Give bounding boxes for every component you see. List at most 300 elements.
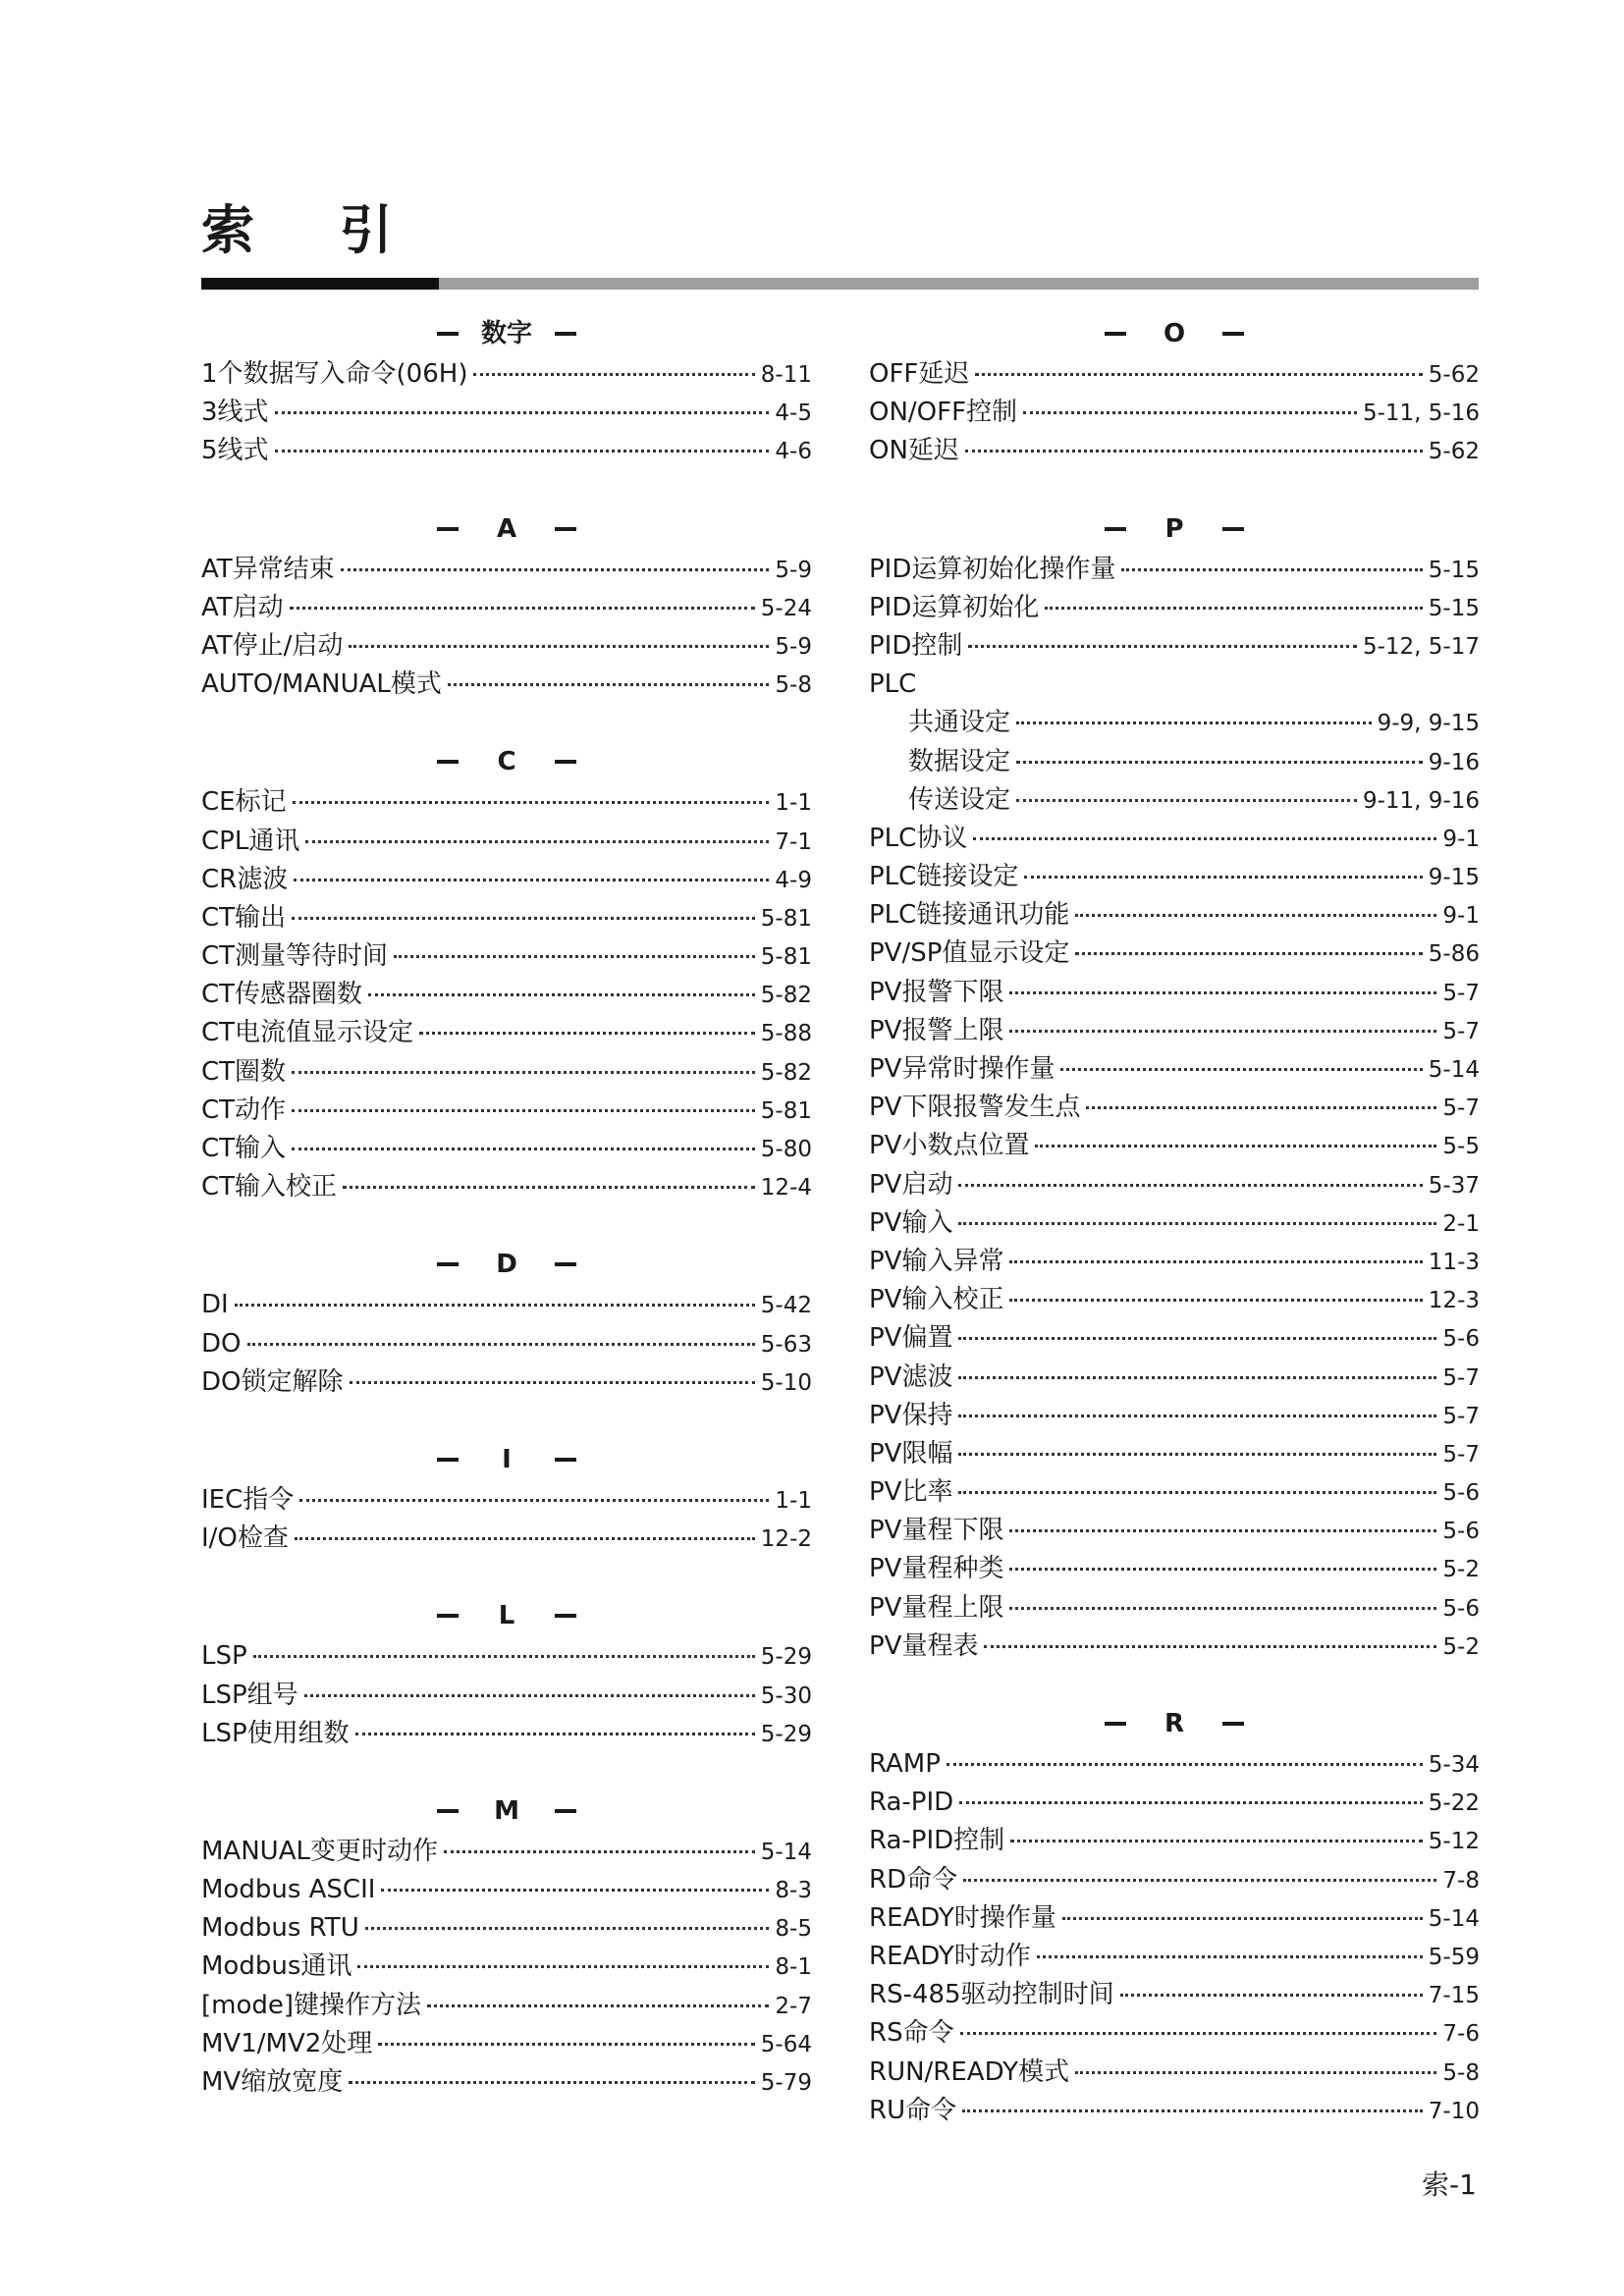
- index-entry: [869, 551, 1480, 589]
- dot-leader: [1024, 876, 1422, 879]
- index-entry: [201, 1481, 812, 1520]
- dot-leader: [253, 1655, 755, 1658]
- dot-leader: [958, 1415, 1436, 1417]
- entry-page-ref: 5-9: [775, 557, 812, 583]
- entry-page-ref: 5-7: [1442, 1441, 1480, 1468]
- entry-term: CE标记: [201, 787, 287, 818]
- index-entry: [201, 783, 812, 822]
- entry-term: CT输入校正: [201, 1172, 338, 1202]
- index-entry: [869, 666, 1480, 704]
- index-entry: [201, 937, 812, 976]
- entry-page-ref: 5-6: [1442, 1595, 1480, 1622]
- entry-page-ref: 5-15: [1428, 595, 1480, 621]
- dot-leader: [292, 1148, 755, 1150]
- entry-page-ref: 5-2: [1442, 1557, 1480, 1583]
- dot-leader: [394, 955, 755, 958]
- dot-leader: [355, 1733, 755, 1735]
- entry-term: PID控制: [869, 630, 963, 661]
- entry-term: [mode]键操作方法: [201, 1990, 422, 2020]
- index-entry: [869, 743, 1480, 781]
- index-entry: [869, 704, 1480, 742]
- entry-page-ref: 5-7: [1442, 1364, 1480, 1391]
- dot-leader: [1009, 1030, 1436, 1033]
- index-entry: [869, 934, 1480, 973]
- section-header: [201, 1789, 812, 1833]
- entry-term: CR滤波: [201, 864, 289, 894]
- entry-term: Ra-PID控制: [869, 1826, 1005, 1856]
- title-rule-light-segment: [439, 278, 1479, 290]
- entry-term: RU命令: [869, 2095, 957, 2125]
- index-entry: [869, 1204, 1480, 1243]
- entry-term: ON延迟: [869, 436, 959, 466]
- entry-term: PLC协议: [869, 823, 968, 853]
- dot-leader: [984, 1645, 1436, 1648]
- index-entry: [869, 1589, 1480, 1628]
- dot-leader: [427, 2004, 769, 2007]
- dot-leader: [958, 1376, 1436, 1379]
- entry-term: PV量程种类: [869, 1554, 1004, 1584]
- entry-page-ref: 5-88: [760, 1021, 812, 1047]
- entry-term: PLC链接设定: [869, 862, 1019, 892]
- header-dash-left: [1105, 527, 1126, 531]
- entry-page-ref: 5-81: [760, 905, 812, 932]
- dot-leader: [975, 373, 1422, 376]
- dot-leader: [295, 1537, 755, 1540]
- entry-term: 传送设定: [908, 784, 1011, 815]
- header-dash-left: [1105, 1722, 1126, 1726]
- index-entry: [201, 1130, 812, 1168]
- section-letter: C: [497, 747, 516, 777]
- section-letter: P: [1164, 513, 1184, 544]
- index-entry: [201, 394, 812, 432]
- index-section: [201, 1438, 812, 1558]
- entry-page-ref: 5-59: [1428, 1944, 1480, 1970]
- dot-leader: [1037, 1955, 1423, 1958]
- entry-page-ref: 5-10: [760, 1369, 812, 1396]
- dot-leader: [960, 2032, 1437, 2035]
- entry-term: PV比率: [869, 1477, 953, 1508]
- dot-leader: [305, 840, 769, 843]
- dot-leader: [294, 879, 769, 881]
- dot-leader: [962, 2109, 1423, 2112]
- entry-term: PV报警下限: [869, 977, 1004, 1007]
- entry-term: PV下限报警发生点: [869, 1093, 1081, 1123]
- entry-page-ref: 5-34: [1428, 1752, 1480, 1778]
- index-entry: [201, 1677, 812, 1715]
- entry-page-ref: 9-16: [1428, 749, 1480, 775]
- entry-page-ref: 5-11, 5-16: [1362, 400, 1480, 427]
- entry-term: CT动作: [201, 1095, 287, 1125]
- entry-page-ref: 5-42: [760, 1293, 812, 1319]
- entry-page-ref: 7-1: [775, 828, 812, 855]
- index-entry: [869, 2014, 1480, 2053]
- entry-page-ref: 12-2: [760, 1526, 812, 1553]
- entry-page-ref: 5-12: [1428, 1829, 1480, 1855]
- entry-page-ref: 11-3: [1428, 1249, 1480, 1275]
- index-entry: [869, 858, 1480, 896]
- entry-page-ref: 7-6: [1442, 2021, 1480, 2048]
- index-entry: [201, 2025, 812, 2063]
- entry-page-ref: 5-7: [1442, 1403, 1480, 1429]
- entry-page-ref: 4-9: [775, 867, 812, 893]
- dot-leader: [368, 993, 755, 996]
- dot-leader: [343, 1186, 755, 1189]
- entry-term: AT异常结束: [201, 554, 335, 584]
- header-dash-right: [1222, 1722, 1244, 1726]
- dot-leader: [965, 450, 1423, 453]
- header-dash-left: [437, 760, 459, 764]
- index-section: [201, 1789, 812, 2102]
- entry-page-ref: 9-15: [1428, 865, 1480, 891]
- entry-term: MV缩放宽度: [201, 2067, 344, 2097]
- entry-term: CT电流值显示设定: [201, 1018, 414, 1048]
- entry-term: PV输入异常: [869, 1246, 1004, 1276]
- entry-page-ref: 5-29: [760, 1644, 812, 1671]
- entry-term: MANUAL变更时动作: [201, 1836, 438, 1866]
- header-dash-left: [437, 527, 459, 531]
- section-letter: D: [496, 1250, 517, 1280]
- entry-page-ref: 4-5: [775, 400, 812, 427]
- index-entry: [869, 820, 1480, 858]
- index-entry: [869, 1166, 1480, 1204]
- entry-term: CT输出: [201, 902, 287, 933]
- entry-term: CT圈数: [201, 1056, 287, 1087]
- dot-leader: [958, 1491, 1436, 1494]
- index-entry: [869, 1012, 1480, 1050]
- dot-leader: [1035, 1145, 1436, 1148]
- entry-term: 5线式: [201, 436, 269, 466]
- entry-term: AT停止/启动: [201, 630, 344, 661]
- entry-term: RAMP: [869, 1749, 941, 1779]
- dot-leader: [1045, 607, 1422, 610]
- entry-page-ref: 5-24: [760, 595, 812, 621]
- entry-page-ref: 8-11: [760, 362, 812, 388]
- header-dash-right: [555, 1262, 576, 1266]
- entry-term: PV量程下限: [869, 1516, 1004, 1546]
- entry-page-ref: 5-9: [775, 633, 812, 660]
- index-entry: [869, 1628, 1480, 1666]
- entry-page-ref: 5-15: [1428, 557, 1480, 583]
- entry-term: LSP使用组数: [201, 1718, 350, 1748]
- dot-leader: [235, 1304, 755, 1307]
- dot-leader: [304, 1694, 755, 1697]
- index-entry: [869, 394, 1480, 432]
- entry-page-ref: 7-10: [1428, 2098, 1480, 2124]
- index-entry: [869, 1281, 1480, 1319]
- entry-page-ref: 5-6: [1442, 1519, 1480, 1545]
- section-header: [201, 1438, 812, 1481]
- index-section: [869, 312, 1480, 471]
- entry-page-ref: 5-81: [760, 944, 812, 971]
- dot-leader: [365, 1927, 770, 1930]
- header-dash-right: [555, 1614, 576, 1618]
- entry-page-ref: 8-3: [775, 1878, 812, 1904]
- index-entry: [869, 1435, 1480, 1473]
- dot-leader: [1009, 991, 1436, 994]
- entry-term: PV保持: [869, 1400, 953, 1430]
- index-entry: [869, 2054, 1480, 2092]
- entry-page-ref: 5-29: [760, 1721, 812, 1747]
- entry-term: RS-485驱动控制时间: [869, 1980, 1114, 2010]
- section-header: [869, 507, 1480, 551]
- entry-page-ref: 5-22: [1428, 1790, 1480, 1817]
- entry-term: PV/SP值显示设定: [869, 938, 1070, 969]
- entry-page-ref: 5-6: [1442, 1480, 1480, 1507]
- index-entry: [869, 1976, 1480, 2014]
- index-entry: [869, 1861, 1480, 1899]
- index-entry: [869, 1473, 1480, 1512]
- index-entry: [869, 1050, 1480, 1089]
- entry-page-ref: 5-14: [1428, 1057, 1480, 1083]
- entry-term: OFF延迟: [869, 359, 970, 389]
- entry-term: CPL通讯: [201, 826, 300, 856]
- entry-page-ref: 12-3: [1428, 1288, 1480, 1314]
- index-section: [201, 1594, 812, 1753]
- entry-term: PLC: [869, 669, 917, 700]
- entry-term: RUN/READY模式: [869, 2056, 1070, 2087]
- entry-page-ref: 5-82: [760, 983, 812, 1009]
- entry-term: 3线式: [201, 398, 269, 428]
- entry-term: IEC指令: [201, 1484, 295, 1515]
- dot-leader: [1121, 568, 1422, 571]
- index-entry: [869, 1127, 1480, 1165]
- entry-term: PV滤波: [869, 1362, 953, 1392]
- index-entry: [201, 1871, 812, 1909]
- header-dash-right: [555, 1458, 576, 1462]
- entry-term: LSP组号: [201, 1680, 298, 1710]
- section-letter: A: [496, 513, 517, 544]
- index-entry: [869, 1745, 1480, 1784]
- index-entry: [869, 627, 1480, 666]
- dot-leader: [341, 568, 770, 571]
- entry-term: Modbus RTU: [201, 1913, 359, 1944]
- entry-term: READY时操作量: [869, 1902, 1056, 1933]
- dot-leader: [292, 1071, 755, 1074]
- header-dash-left: [1105, 332, 1126, 336]
- index-column-right: [869, 312, 1480, 2166]
- index-entry: [201, 1948, 812, 1986]
- entry-page-ref: 7-8: [1442, 1867, 1480, 1894]
- entry-term: 1个数据写入命令(06H): [201, 359, 468, 389]
- entry-term: PV小数点位置: [869, 1131, 1030, 1161]
- entry-page-ref: 9-1: [1442, 903, 1480, 930]
- entry-page-ref: 5-7: [1442, 1018, 1480, 1044]
- dot-leader: [958, 1222, 1436, 1225]
- dot-leader: [959, 1801, 1423, 1804]
- entry-page-ref: 5-63: [760, 1331, 812, 1358]
- dot-leader: [973, 837, 1436, 840]
- index-entry: [201, 1014, 812, 1052]
- entry-page-ref: 5-64: [760, 2031, 812, 2057]
- entry-page-ref: 2-7: [775, 1993, 812, 2019]
- entry-page-ref: 9-11, 9-16: [1362, 787, 1480, 814]
- entry-page-ref: 5-30: [760, 1682, 812, 1709]
- entry-page-ref: 9-1: [1442, 826, 1480, 852]
- index-entry: [869, 1243, 1480, 1281]
- entry-page-ref: 5-79: [760, 2070, 812, 2096]
- dot-leader: [473, 373, 754, 376]
- dot-leader: [349, 645, 769, 648]
- entry-page-ref: 5-81: [760, 1097, 812, 1124]
- dot-leader: [1086, 1106, 1436, 1109]
- entry-page-ref: 5-8: [1442, 2059, 1480, 2086]
- entry-term: RS命令: [869, 2018, 954, 2049]
- entry-page-ref: 1-1: [775, 1487, 812, 1514]
- dot-leader: [1009, 1529, 1436, 1532]
- dot-leader: [247, 1343, 755, 1346]
- index-entry: [869, 1397, 1480, 1435]
- page-number: 索-1: [1422, 2168, 1477, 2201]
- dot-leader: [1009, 1568, 1436, 1571]
- index-section: [201, 312, 812, 471]
- entry-page-ref: 8-5: [775, 1916, 812, 1943]
- index-entry: [201, 861, 812, 899]
- dot-leader: [292, 1109, 755, 1112]
- entry-term: PV偏置: [869, 1323, 953, 1354]
- section-header: [201, 1243, 812, 1286]
- header-dash-left: [437, 1614, 459, 1618]
- index-entry: [201, 1637, 812, 1676]
- dot-leader: [963, 1879, 1436, 1882]
- entry-term: RD命令: [869, 1864, 958, 1895]
- entry-term: AT启动: [201, 592, 284, 622]
- dot-leader: [357, 1965, 769, 1968]
- entry-page-ref: 5-2: [1442, 1633, 1480, 1660]
- index-entry: [869, 1784, 1480, 1822]
- index-entry: [201, 2063, 812, 2102]
- page-title: 索 引: [201, 199, 426, 261]
- index-section: [869, 1702, 1480, 2130]
- section-letter: M: [494, 1795, 519, 1826]
- index-entry: [869, 2092, 1480, 2130]
- entry-term: PID运算初始化: [869, 592, 1040, 622]
- section-header: [201, 1594, 812, 1637]
- entry-page-ref: 5-7: [1442, 980, 1480, 1006]
- dot-leader: [1010, 1840, 1423, 1842]
- index-entry: [869, 781, 1480, 820]
- section-letter: R: [1164, 1709, 1185, 1738]
- index-entry: [201, 1909, 812, 1948]
- entry-term: PV量程上限: [869, 1592, 1004, 1623]
- index-entry: [201, 1987, 812, 2025]
- header-dash-left: [437, 1262, 459, 1266]
- dot-leader: [275, 411, 770, 414]
- dot-leader: [1075, 2071, 1436, 2074]
- index-entry: [869, 1899, 1480, 1938]
- entry-page-ref: 8-1: [775, 1954, 812, 1981]
- index-entry: [201, 666, 812, 704]
- entry-term: DO锁定解除: [201, 1366, 344, 1397]
- header-dash-right: [555, 1809, 576, 1813]
- dot-leader: [1009, 1299, 1422, 1302]
- dot-leader: [1075, 952, 1422, 955]
- index-entry: [201, 551, 812, 589]
- dot-leader: [349, 2081, 755, 2084]
- entry-page-ref: 4-6: [775, 439, 812, 465]
- entry-term: PV启动: [869, 1169, 953, 1200]
- index-entry: [869, 1089, 1480, 1127]
- index-entry: [201, 1286, 812, 1324]
- dot-leader: [293, 801, 770, 804]
- header-dash-right: [555, 332, 576, 336]
- header-dash-left: [437, 1809, 459, 1813]
- entry-term: DI: [201, 1290, 229, 1320]
- index-entry: [201, 1168, 812, 1206]
- index-entry: [201, 1715, 812, 1753]
- index-entry: [201, 1092, 812, 1130]
- section-header: [869, 1702, 1480, 1745]
- index-entry: [869, 974, 1480, 1012]
- dot-leader: [958, 1337, 1436, 1340]
- entry-page-ref: 12-4: [760, 1175, 812, 1201]
- entry-page-ref: 5-14: [760, 1839, 812, 1865]
- index-section: [869, 507, 1480, 1666]
- index-entry: [201, 627, 812, 666]
- entry-term: LSP: [201, 1641, 247, 1672]
- index-entry: [869, 355, 1480, 394]
- entry-term: Ra-PID: [869, 1788, 954, 1818]
- dot-leader: [448, 683, 770, 686]
- entry-term: ON/OFF控制: [869, 398, 1018, 428]
- entry-term: PV输入: [869, 1207, 953, 1238]
- section-header: [201, 507, 812, 551]
- section-letter: I: [502, 1444, 512, 1474]
- index-entry: [869, 896, 1480, 934]
- index-entry: [201, 355, 812, 394]
- dot-leader: [1060, 1068, 1422, 1071]
- entry-page-ref: 5-7: [1442, 1095, 1480, 1122]
- entry-term: CT测量等待时间: [201, 941, 389, 972]
- entry-page-ref: 7-15: [1428, 1983, 1480, 2009]
- entry-page-ref: 5-86: [1428, 941, 1480, 968]
- dot-leader: [299, 1499, 769, 1502]
- dot-leader: [1009, 1607, 1436, 1610]
- index-entry: [869, 1822, 1480, 1860]
- index-entry: [201, 976, 812, 1014]
- dot-leader: [419, 1032, 755, 1035]
- entry-term: CT传感器圈数: [201, 980, 363, 1010]
- dot-leader: [958, 1453, 1436, 1456]
- entry-page-ref: 5-62: [1428, 362, 1480, 388]
- index-entry: [869, 1512, 1480, 1550]
- title-rule-dark-segment: [201, 278, 439, 290]
- entry-term: PV输入校正: [869, 1285, 1004, 1315]
- index-entry: [869, 1319, 1480, 1358]
- entry-page-ref: 5-6: [1442, 1326, 1480, 1353]
- index-entry: [201, 1833, 812, 1871]
- section-header: [201, 740, 812, 783]
- entry-page-ref: 5-82: [760, 1059, 812, 1086]
- index-entry: [201, 589, 812, 627]
- entry-term: MV1/MV2处理: [201, 2028, 373, 2058]
- entry-term: 数据设定: [908, 746, 1011, 776]
- header-dash-right: [555, 527, 576, 531]
- index-entry: [869, 1938, 1480, 1976]
- dot-leader: [1016, 799, 1357, 802]
- section-header: [869, 312, 1480, 355]
- dot-leader: [1023, 411, 1357, 414]
- header-dash-left: [437, 332, 459, 336]
- header-dash-right: [1222, 527, 1244, 531]
- entry-term: I/O检查: [201, 1523, 289, 1554]
- entry-page-ref: 5-14: [1428, 1905, 1480, 1932]
- entry-term: CT输入: [201, 1134, 287, 1163]
- entry-term: PV报警上限: [869, 1015, 1004, 1045]
- section-letter: O: [1163, 319, 1186, 348]
- index-section: [201, 507, 812, 705]
- dot-leader: [381, 1889, 769, 1892]
- entry-page-ref: 2-1: [1442, 1210, 1480, 1237]
